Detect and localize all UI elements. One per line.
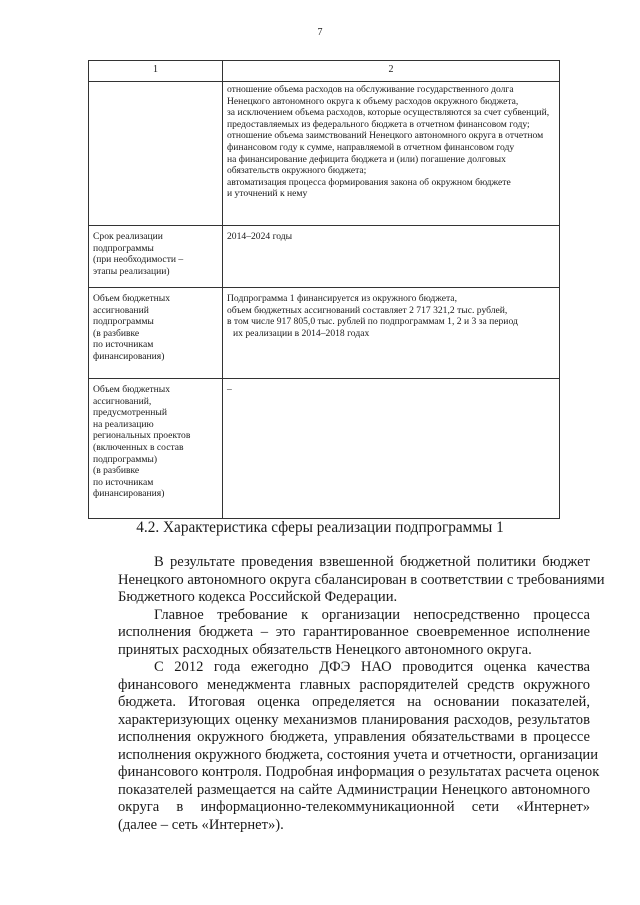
period-value-cell xyxy=(223,226,560,288)
cell-line: предусмотренный xyxy=(93,407,167,419)
cell-line: их реализации в 2014–2018 годах xyxy=(233,327,370,339)
cell-line: подпрограммы xyxy=(93,316,154,328)
cell-line: – xyxy=(227,384,232,395)
table-row-regional-projects xyxy=(89,379,560,519)
cell-line: в том числе 917 805,0 тыс. рублей по подпрограммам 1, 2 и 3 за период xyxy=(227,316,518,328)
cell-line: Ненецкого автономного округа к объему расходов окружного бюджета, xyxy=(227,95,519,107)
column-header-1: 1 xyxy=(89,61,223,82)
cell-line: 2014–2024 годы xyxy=(227,231,293,242)
paragraph xyxy=(118,659,600,834)
cell-line: Объем бюджетных xyxy=(93,384,171,395)
text-line: финансового менеджмента главных распорядителей средств окружного xyxy=(118,676,590,693)
cell-line: отношение объема заимствований Ненецкого автономного округа в отчетном xyxy=(227,130,544,142)
cell-line: по источникам xyxy=(93,476,154,488)
text-line: исполнения окружного бюджета, состояния учета и отчетности, организации xyxy=(118,746,599,763)
text-line: Главное требование к организации непосредственно процесса xyxy=(154,606,590,623)
text-line: исполнения бюджета – это гарантированное своевременное исполнение xyxy=(118,624,590,640)
indicators-label-cell xyxy=(89,82,223,226)
table-row-indicators-continued xyxy=(89,82,560,226)
cell-line: Объем бюджетных xyxy=(93,293,171,304)
cell-line: подпрограммы) xyxy=(93,453,158,465)
cell-line: по источникам xyxy=(93,339,154,351)
cell-line: отношение объема расходов на обслуживание государственного долга xyxy=(227,84,514,95)
section-title: 4.2. Характеристика сферы реализации подпрограммы 1 xyxy=(136,519,504,536)
regional-label-cell xyxy=(89,379,223,519)
column-header-2: 2 xyxy=(223,61,560,82)
cell-line: Подпрограмма 1 финансируется из окружного бюджета, xyxy=(227,293,457,304)
text-line: округа в информационно-телекоммуникационной сети «Интернет» xyxy=(118,799,590,815)
text-line: исполнения окружного бюджета, управления обязательствами в процессе xyxy=(118,729,590,745)
cell-line: Срок реализации xyxy=(93,231,163,242)
subprogram-passport-table xyxy=(88,60,560,519)
regional-value-cell xyxy=(223,379,560,519)
cell-line: финансирования) xyxy=(93,350,165,362)
cell-line: (включенных в состав xyxy=(93,441,184,453)
text-line: В результате проведения взвешенной бюджетной политики бюджет xyxy=(154,554,590,570)
cell-line: предоставляемых из федерального бюджета в отчетном финансовом году; xyxy=(227,118,530,130)
cell-line: объем бюджетных ассигнований составляет 2 717 321,2 тыс. рублей, xyxy=(227,304,508,316)
budget-value-cell xyxy=(223,288,560,379)
cell-line: ассигнований xyxy=(93,304,149,316)
cell-line: на финансирование дефицита бюджета и (или) погашение долговых xyxy=(227,153,506,165)
paragraph xyxy=(118,554,605,607)
cell-line: (в разбивке xyxy=(93,465,140,477)
cell-line: на реализацию xyxy=(93,418,154,430)
text-line: принятых расходных обязательств Ненецкого автономного округа. xyxy=(118,641,532,658)
text-line: характеризующих оценку механизмов планирования расходов, результатов xyxy=(118,711,590,728)
period-label-cell xyxy=(89,226,223,288)
text-line: С 2012 года ежегодно ДФЭ НАО проводится оценка качества xyxy=(154,659,590,675)
cell-line: за исключением объема расходов, которые осуществляются за счет субвенций, xyxy=(227,107,550,119)
text-line: финансового контроля. Подробная информация о результатах расчета оценок xyxy=(118,764,600,780)
text-line: показателей размещается на сайте Администрации Ненецкого автономного xyxy=(118,781,590,798)
text-line: Бюджетного кодекса Российской Федерации. xyxy=(118,589,398,605)
cell-line: ассигнований, xyxy=(93,395,152,407)
budget-label-cell xyxy=(89,288,223,379)
section-body xyxy=(118,554,605,834)
text-line: (далее – сеть «Интернет»). xyxy=(118,816,284,833)
cell-line: региональных проектов xyxy=(93,430,191,442)
cell-line: (при необходимости – xyxy=(93,254,184,266)
cell-line: финансирования) xyxy=(93,488,165,500)
cell-line: финансовом году к сумме, направляемой в отчетном финансовом году xyxy=(227,141,515,153)
cell-line: подпрограммы xyxy=(93,242,154,254)
cell-line: обязательств окружного бюджета; xyxy=(227,165,367,177)
paragraph xyxy=(118,607,590,660)
text-line: бюджета. Итоговая оценка определяется на основании показателей, xyxy=(118,694,590,710)
cell-line: и уточнений к нему xyxy=(227,188,308,200)
table-header-row xyxy=(89,61,560,82)
text-line: Ненецкого автономного округа сбалансирован в соответствии с требованиями xyxy=(118,571,605,588)
table-row-implementation-period xyxy=(89,226,560,288)
table-row-budget-allocations xyxy=(89,288,560,379)
cell-line: (в разбивке xyxy=(93,327,140,339)
page-number: 7 xyxy=(317,27,323,38)
indicators-value-cell xyxy=(223,82,560,226)
cell-line: этапы реализации) xyxy=(93,265,170,277)
cell-line: автоматизация процесса формирования закона об окружном бюджете xyxy=(227,176,511,188)
